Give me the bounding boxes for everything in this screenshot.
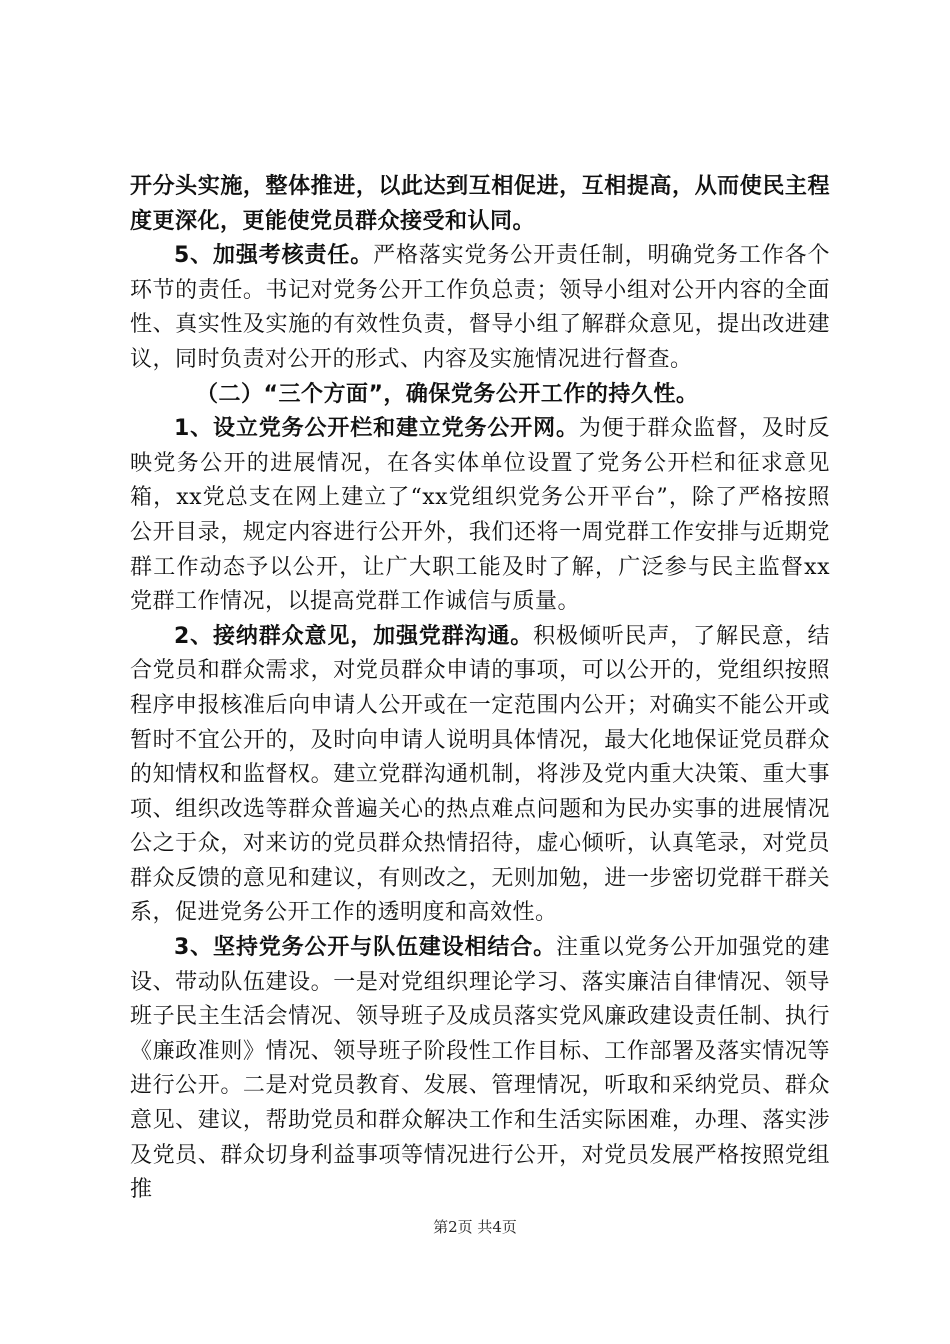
paragraph-text: 积极倾听民声，了解民意，结合党员和群众需求，对党员群众申请的事项，可以公开的，党组织按照程序申报核准后向申请人公开或在一定范围内公开；对确实不能公开或暂时不宜公开的，及时向申请人说明具体情况，最大化地保证党员群众的知情权和监督权。建立党群沟通机制，将涉及党内重大决策、重大事项、组织改选等群众普遍关心的热点难点问题和为民办实事的进展情况公之于众，对来访的党员群众热情招待，虚心倾听，认真笔录，对党员群众反馈的意见和建议，有则改之，无则加勉，进一步密切党群干群关系，促进党务公开工作的透明度和高效性。 (130, 623, 830, 926)
paragraph-item-3 (130, 931, 830, 1208)
section-heading (130, 378, 830, 413)
paragraph-item-5 (130, 239, 830, 377)
page-number: 第2页 共4页 (433, 1218, 517, 1236)
paragraph-continuation (130, 170, 830, 239)
paragraph-lead: 1、设立党务公开栏和建立党务公开网。 (174, 416, 579, 442)
paragraph-lead: 3、坚持党务公开与队伍建设相结合。 (174, 935, 556, 961)
paragraph-item-1 (130, 412, 830, 620)
paragraph-text: 注重以党务公开加强党的建设、带动队伍建设。一是对党组织理论学习、落实廉洁自律情况、领导班子民主生活会情况、领导班子及成员落实党风廉政建设责任制、执行《廉政准则》情况、领导班子阶段性工作目标、工作部署及落实情况等进行公开。二是对党员教育、发展、管理情况，听取和采纳党员、群众意见、建议，帮助党员和群众解决工作和生活实际困难，办理、落实涉及党员、群众切身利益事项等情况进行公开，对党员发展严格按照党组推 (130, 935, 830, 1203)
paragraph-text: 严格落实党务公开责任制，明确党务工作各个环节的责任。书记对党务公开工作负总责；领导小组对公开内容的全面性、真实性及实施的有效性负责，督导小组了解群众意见，提出改进建议，同时负责对公开的形式、内容及实施情况进行督查。 (130, 243, 830, 372)
section-heading-text: （二）“三个方面”，确保党务公开工作的持久性。 (196, 381, 699, 407)
page-footer (0, 1216, 950, 1237)
paragraph-text: 开分头实施，整体推进，以此达到互相促进，互相提高，从而使民主程度更深化，更能使党员群众接受和认同。 (130, 174, 830, 234)
paragraph-text: 为便于群众监督，及时反映党务公开的进展情况，在各实体单位设置了党务公开栏和征求意见箱，xx党总支在网上建立了“xx党组织党务公开平台”，除了严格按照公开目录，规定内容进行公开外，我们还将一周党群工作安排与近期党群工作动态予以公开，让广大职工能及时了解，广泛参与民主监督xx党群工作情况，以提高党群工作诚信与质量。 (130, 416, 830, 615)
document-body (130, 170, 830, 1208)
paragraph-lead: 5、加强考核责任。 (174, 243, 374, 269)
paragraph-item-2 (130, 620, 830, 931)
paragraph-lead: 2、接纳群众意见，加强党群沟通。 (174, 623, 534, 649)
